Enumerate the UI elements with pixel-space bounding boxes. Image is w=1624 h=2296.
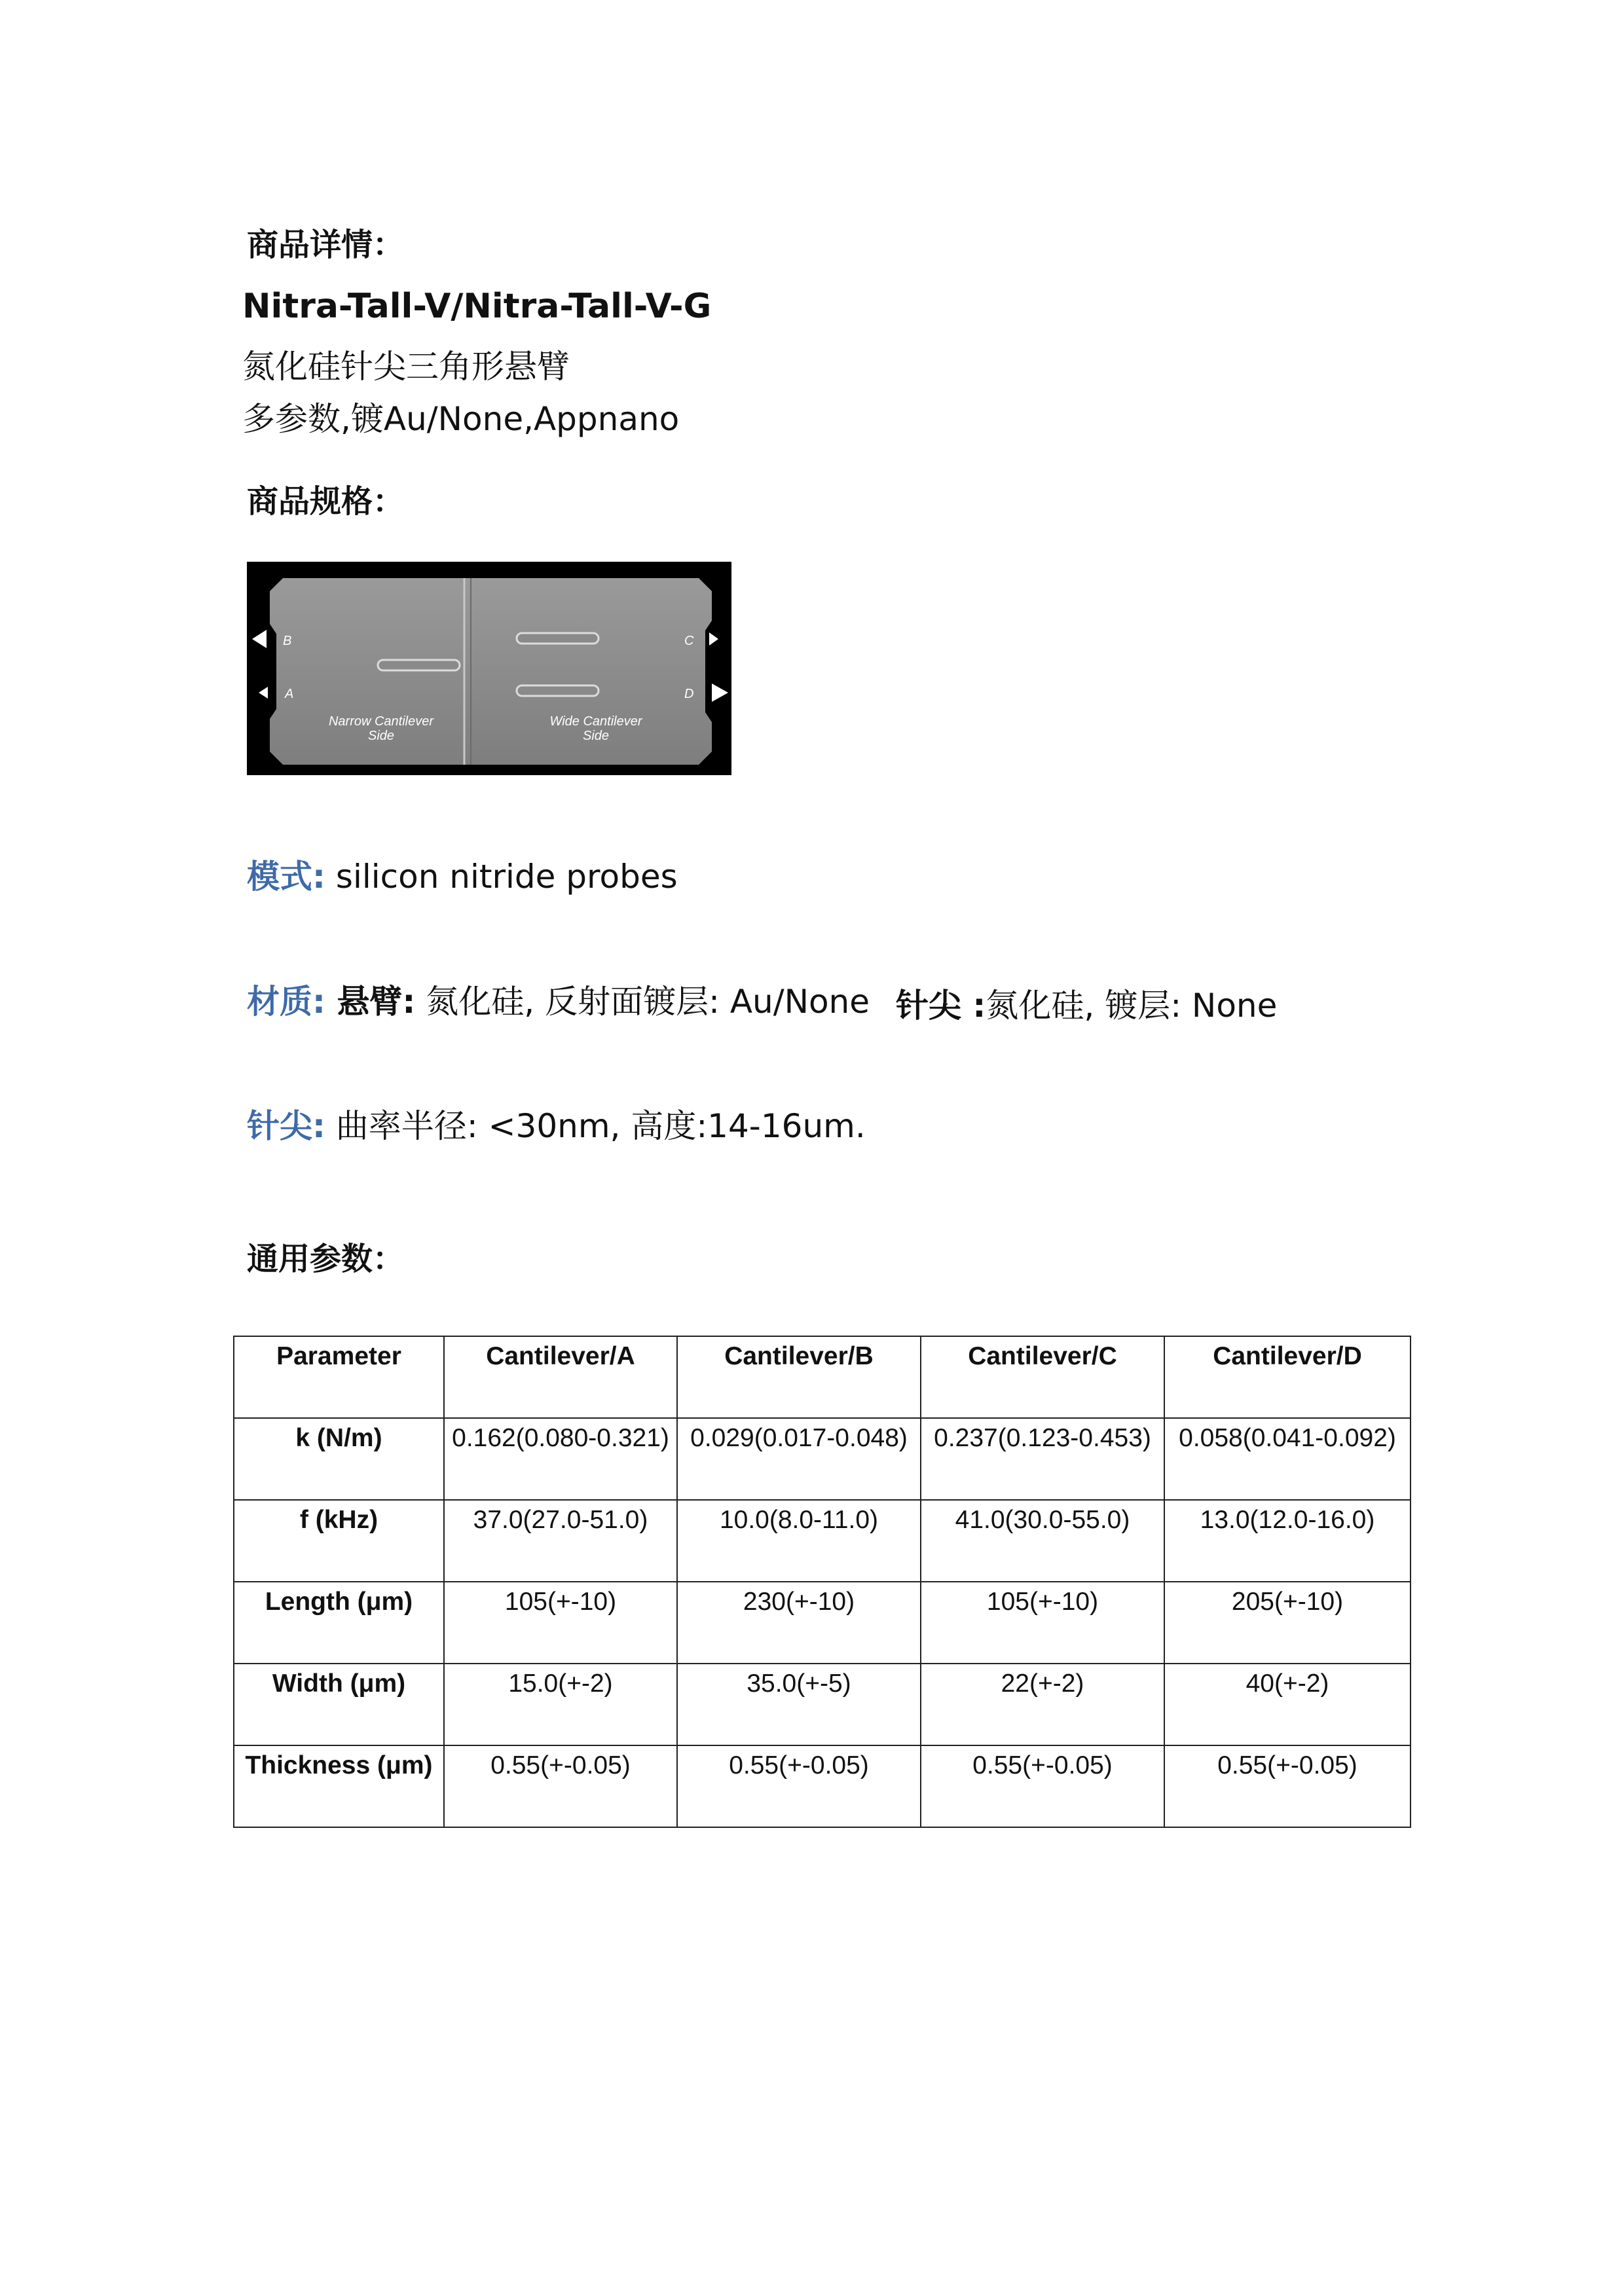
row-label: Length (μm) (234, 1582, 444, 1664)
tip-label: 针尖: (247, 1107, 325, 1145)
cell-d: 40(+-2) (1164, 1664, 1411, 1745)
probe-chip-image (247, 562, 731, 775)
cell-b: 35.0(+-5) (677, 1664, 921, 1745)
label-c: C (684, 634, 694, 648)
narrow-side-line2: Side (367, 729, 395, 743)
cell-d: 0.058(0.041-0.092) (1164, 1418, 1411, 1500)
cell-a: 0.55(+-0.05) (444, 1745, 677, 1827)
material-line (247, 983, 870, 1021)
mode-value: silicon nitride probes (325, 858, 678, 896)
row-label: Thickness (μm) (234, 1745, 444, 1827)
mode-line (247, 858, 678, 896)
product-name: Nitra-Tall-V/Nitra-Tall-V-G (242, 287, 712, 326)
cell-d: 205(+-10) (1164, 1582, 1411, 1664)
cell-b: 10.0(8.0-11.0) (677, 1500, 921, 1582)
mode-label: 模式: (247, 858, 325, 896)
table-row (234, 1500, 1411, 1582)
parameters-table (233, 1336, 1411, 1828)
tip-line (247, 1107, 866, 1145)
table-row (234, 1745, 1411, 1827)
cantilever-label: 悬臂: (325, 983, 416, 1021)
product-subtitle-1: 氮化硅针尖三角形悬臂 (242, 348, 570, 386)
header-cantilever-a: Cantilever/A (444, 1336, 677, 1418)
label-a: A (285, 687, 294, 701)
params-heading: 通用参数： (247, 1241, 405, 1277)
cell-c: 22(+-2) (921, 1664, 1164, 1745)
table-row (234, 1664, 1411, 1745)
material-tip-line (896, 987, 1278, 1025)
cell-d: 0.55(+-0.05) (1164, 1745, 1411, 1827)
wide-side-line2: Side (582, 729, 610, 743)
material-label: 材质: (247, 983, 325, 1021)
product-subtitle-2: 多参数,镀Au/None,Appnano (242, 400, 680, 438)
table-row (234, 1582, 1411, 1664)
details-heading: 商品详情： (247, 227, 405, 263)
cell-b: 0.55(+-0.05) (677, 1745, 921, 1827)
cell-c: 0.55(+-0.05) (921, 1745, 1164, 1827)
header-cantilever-d: Cantilever/D (1164, 1336, 1411, 1418)
cell-a: 15.0(+-2) (444, 1664, 677, 1745)
tip-value: 曲率半径: <30nm, 高度:14-16um. (325, 1107, 866, 1145)
cell-c: 105(+-10) (921, 1582, 1164, 1664)
cell-b: 0.029(0.017-0.048) (677, 1418, 921, 1500)
row-label: k (N/m) (234, 1418, 444, 1500)
header-cantilever-c: Cantilever/C (921, 1336, 1164, 1418)
spec-heading: 商品规格： (247, 483, 405, 520)
cell-a: 0.162(0.080-0.321) (444, 1418, 677, 1500)
narrow-side-line1: Narrow Cantilever (328, 714, 434, 729)
cantilever-value: 氮化硅, 反射面镀层: Au/None (415, 983, 870, 1021)
cell-b: 230(+-10) (677, 1582, 921, 1664)
cell-a: 37.0(27.0-51.0) (444, 1500, 677, 1582)
material-tip-value: 氮化硅, 镀层: None (986, 987, 1278, 1025)
header-parameter: Parameter (234, 1336, 444, 1418)
cell-c: 41.0(30.0-55.0) (921, 1500, 1164, 1582)
material-tip-label: 针尖 : (896, 987, 986, 1025)
wide-side-line1: Wide Cantilever (549, 714, 642, 729)
cell-a: 105(+-10) (444, 1582, 677, 1664)
cell-d: 13.0(12.0-16.0) (1164, 1500, 1411, 1582)
row-label: f (kHz) (234, 1500, 444, 1582)
cell-c: 0.237(0.123-0.453) (921, 1418, 1164, 1500)
row-label: Width (μm) (234, 1664, 444, 1745)
label-b: B (283, 634, 292, 648)
table-row (234, 1418, 1411, 1500)
header-cantilever-b: Cantilever/B (677, 1336, 921, 1418)
table-header-row (234, 1336, 1411, 1418)
label-d: D (684, 687, 694, 701)
